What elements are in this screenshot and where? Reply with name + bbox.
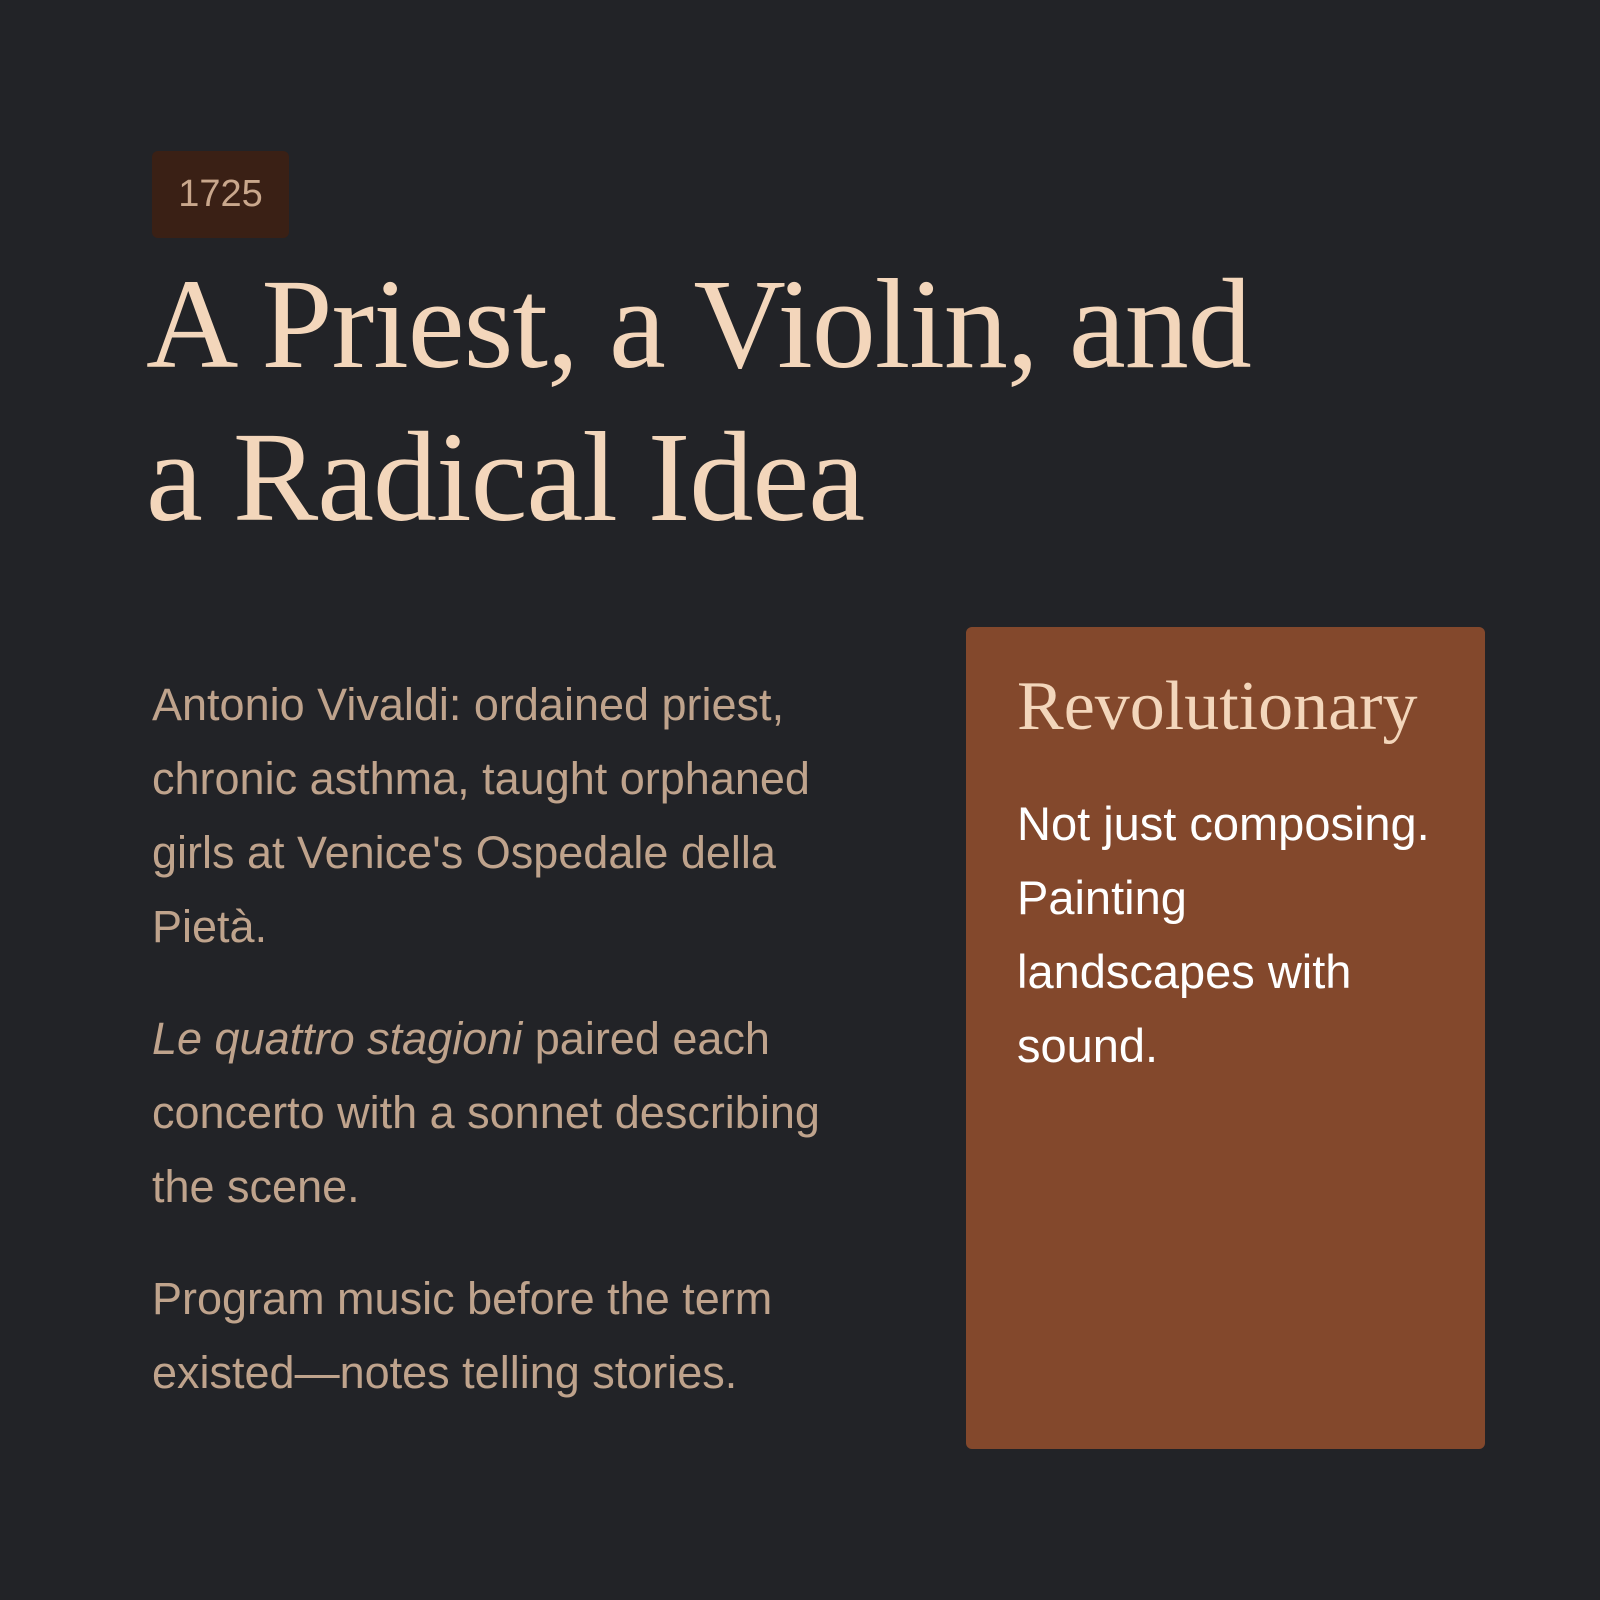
paragraph-1: Antonio Vivaldi: ordained priest, chronic asthma, taught orphaned girls at Venice's Ospedale della Pietà. <box>152 679 810 952</box>
paragraph-2-text: paired each concerto with a sonnet describing the scene. <box>152 1013 820 1212</box>
card-title: Revolutionary <box>1017 668 1418 745</box>
title-line-1: A Priest, a Violin, and <box>146 253 1251 395</box>
paragraph-3: Program music before the term existed—notes telling stories. <box>152 1273 773 1398</box>
work-title: Le quattro stagioni <box>152 1013 523 1064</box>
body-column <box>152 668 872 1448</box>
year-label: 1725 <box>178 173 263 215</box>
highlight-card <box>966 627 1485 1449</box>
title-line-2: a Radical Idea <box>146 406 864 548</box>
card-text: Not just composing. Painting landscapes with sound. <box>1017 797 1430 1072</box>
year-badge <box>152 151 289 238</box>
paragraph-2 <box>152 1002 872 1224</box>
page-title <box>146 248 1546 554</box>
